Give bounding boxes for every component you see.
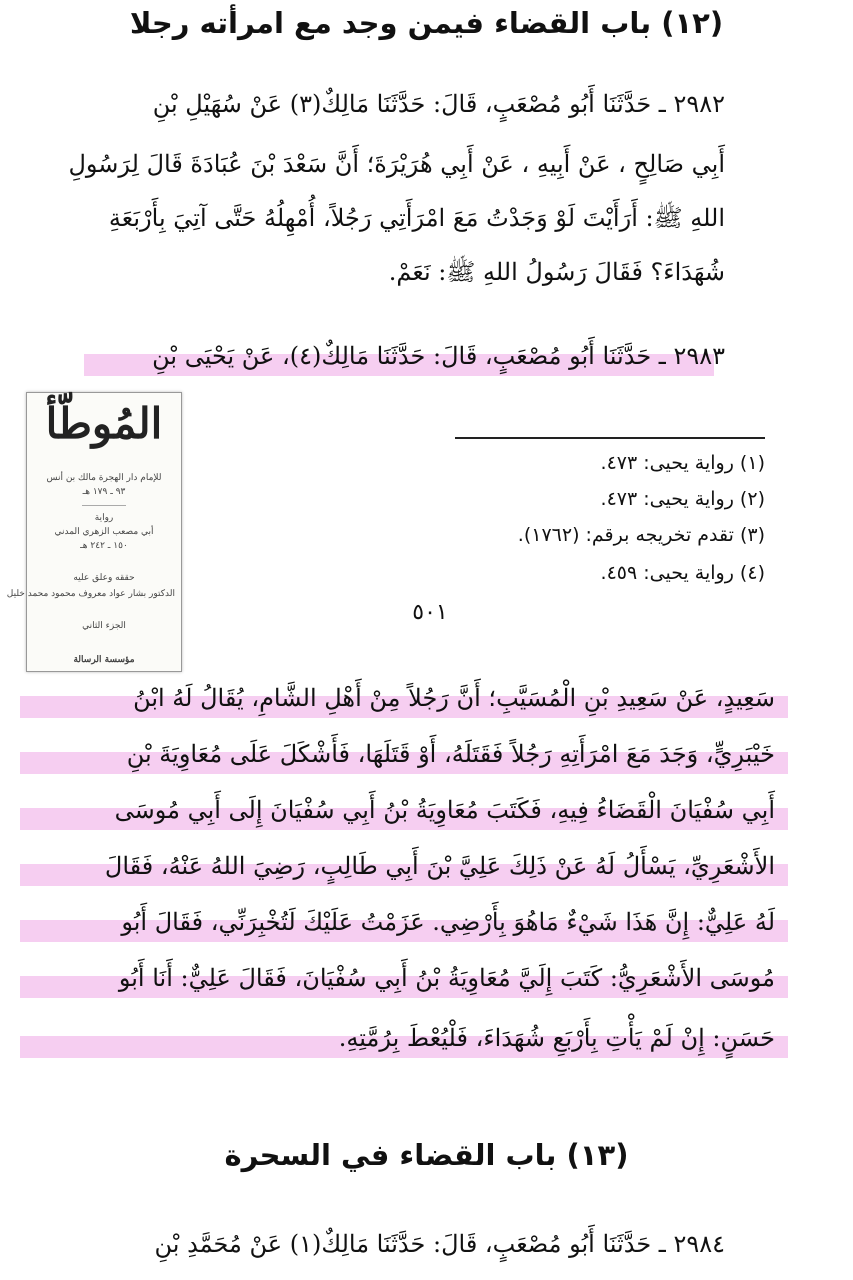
footnote-2: (٢) رواية يحيى: ٤٧٣. [600,488,765,510]
continuation-line-1: سَعِيدٍ، عَنْ سَعِيدِ بْنِ الْمُسَيَّبِ؛ أَنَّ رَجُلاً مِنْ أَهْلِ الشَّامِ، يُقَالُ لَهُ ابْنُ [133,684,775,712]
hadith-2984-line: ٢٩٨٤ ـ حَدَّثَنَا أَبُو مُصْعَبٍ، قَالَ: حَدَّثَنَا مَالِكٌ(١) عَنْ مُحَمَّدِ بْنِ [154,1230,725,1258]
page-number: ٥٠١ [412,600,448,625]
continuation-line-3: أَبِي سُفْيَانَ الْقَضَاءُ فِيهِ، فَكَتَبَ مُعَاوِيَةُ بْنُ أَبِي سُفْيَانَ إِلَى أَبِي مُوسَى [114,796,775,824]
cover-dates-line: ٩٣ ـ ١٧٩ هـ [82,487,126,497]
continuation-line-6: مُوسَى الأَشْعَرِيُّ: كَتَبَ إِلَيَّ مُعَاوِيَةُ بْنُ أَبِي سُفْيَانَ، فَقَالَ عَلِيٌّ: أَنَا أَبُو [118,964,775,992]
continuation-line-7: حَسَنٍ: إِنْ لَمْ يَأْتِ بِأَرْبَعِ شُهَدَاءَ، فَلْيُعْطَ بِرُمَّتِهِ. [338,1024,775,1052]
hadith-2982-line-4: شُهَدَاءَ؟ فَقَالَ رَسُولُ اللهِ ﷺ: نَعَمْ. [388,258,725,286]
book-cover-image [6,392,182,672]
hadith-2983-line: ٢٩٨٣ ـ حَدَّثَنَا أَبُو مُصْعَبٍ، قَالَ: حَدَّثَنَا مَالِكٌ(٤)، عَنْ يَحْيَى بْنِ [152,342,725,370]
footnote-3: (٣) تقدم تخريجه برقم: (١٧٦٢). [517,524,765,546]
cover-editors-line: الدكتور بشار عواد معروف محمود محمد خليل [6,589,175,599]
footnote-4: (٤) رواية يحيى: ٤٥٩. [600,562,765,584]
cover-author-line: للإمام دار الهجرة مالك بن أنس [46,473,162,483]
hadith-2982-line-2: أَبِي صَالِحٍ ، عَنْ أَبِيهِ ، عَنْ أَبِي هُرَيْرَةَ؛ أَنَّ سَعْدَ بْنَ عُبَادَةَ قَالَ لِرَسُولِ [68,150,725,178]
hadith-2982-line-3: اللهِ ﷺ: أَرَأَيْتَ لَوْ وَجَدْتُ مَعَ امْرَأَتِي رَجُلاً، أُمْهِلُهُ حَتَّى آتِيَ بِأَرْبَعَةِ [108,204,725,232]
cover-narrator-dates: ١٥٠ ـ ٢٤٢ هـ [80,541,128,551]
cover-title: المُوطّأ [45,399,163,448]
cover-volume-line: الجزء الثاني [82,621,126,631]
footnote-1: (١) رواية يحيى: ٤٧٣. [600,452,765,474]
footnote-divider [455,437,765,439]
continuation-line-4: الأَشْعَرِيِّ، يَسْأَلُ لَهُ عَنْ ذَلِكَ عَلِيَّ بْنَ أَبِي طَالِبٍ، رَضِيَ اللهُ عَنْهُ، فَقَالَ [104,852,775,880]
continuation-line-5: لَهُ عَلِيٌّ: إِنَّ هَذَا شَيْءٌ مَاهُوَ بِأَرْضِي. عَزَمْتُ عَلَيْكَ لَتُخْبِرَنِّي، فَقَالَ أَبُو [121,908,775,936]
chapter-12-title: (١٢) باب القضاء فيمن وجد مع امرأته رجلا [129,6,724,40]
cover-riwaya-label: رواية [94,513,114,523]
cover-editor-label: حققه وعلق عليه [73,573,135,583]
cover-divider [82,505,126,506]
continuation-line-2: خَيْبَرِيٍّ، وَجَدَ مَعَ امْرَأَتِهِ رَجُلاً فَقَتَلَهُ، أَوْ قَتَلَهَا، فَأَشْكَلَ عَلَى مُعَاوِيَةَ بْنِ [126,740,775,768]
chapter-13-title: (١٣) باب القضاء في السحرة [224,1138,629,1172]
cover-narrator-line: أبي مصعب الزهري المدني [54,527,154,537]
cover-publisher: مؤسسة الرسالة [73,655,135,665]
hadith-2982-line-1: ٢٩٨٢ ـ حَدَّثَنَا أَبُو مُصْعَبٍ، قَالَ: حَدَّثَنَا مَالِكٌ(٣) عَنْ سُهَيْلِ بْنِ [152,90,725,118]
